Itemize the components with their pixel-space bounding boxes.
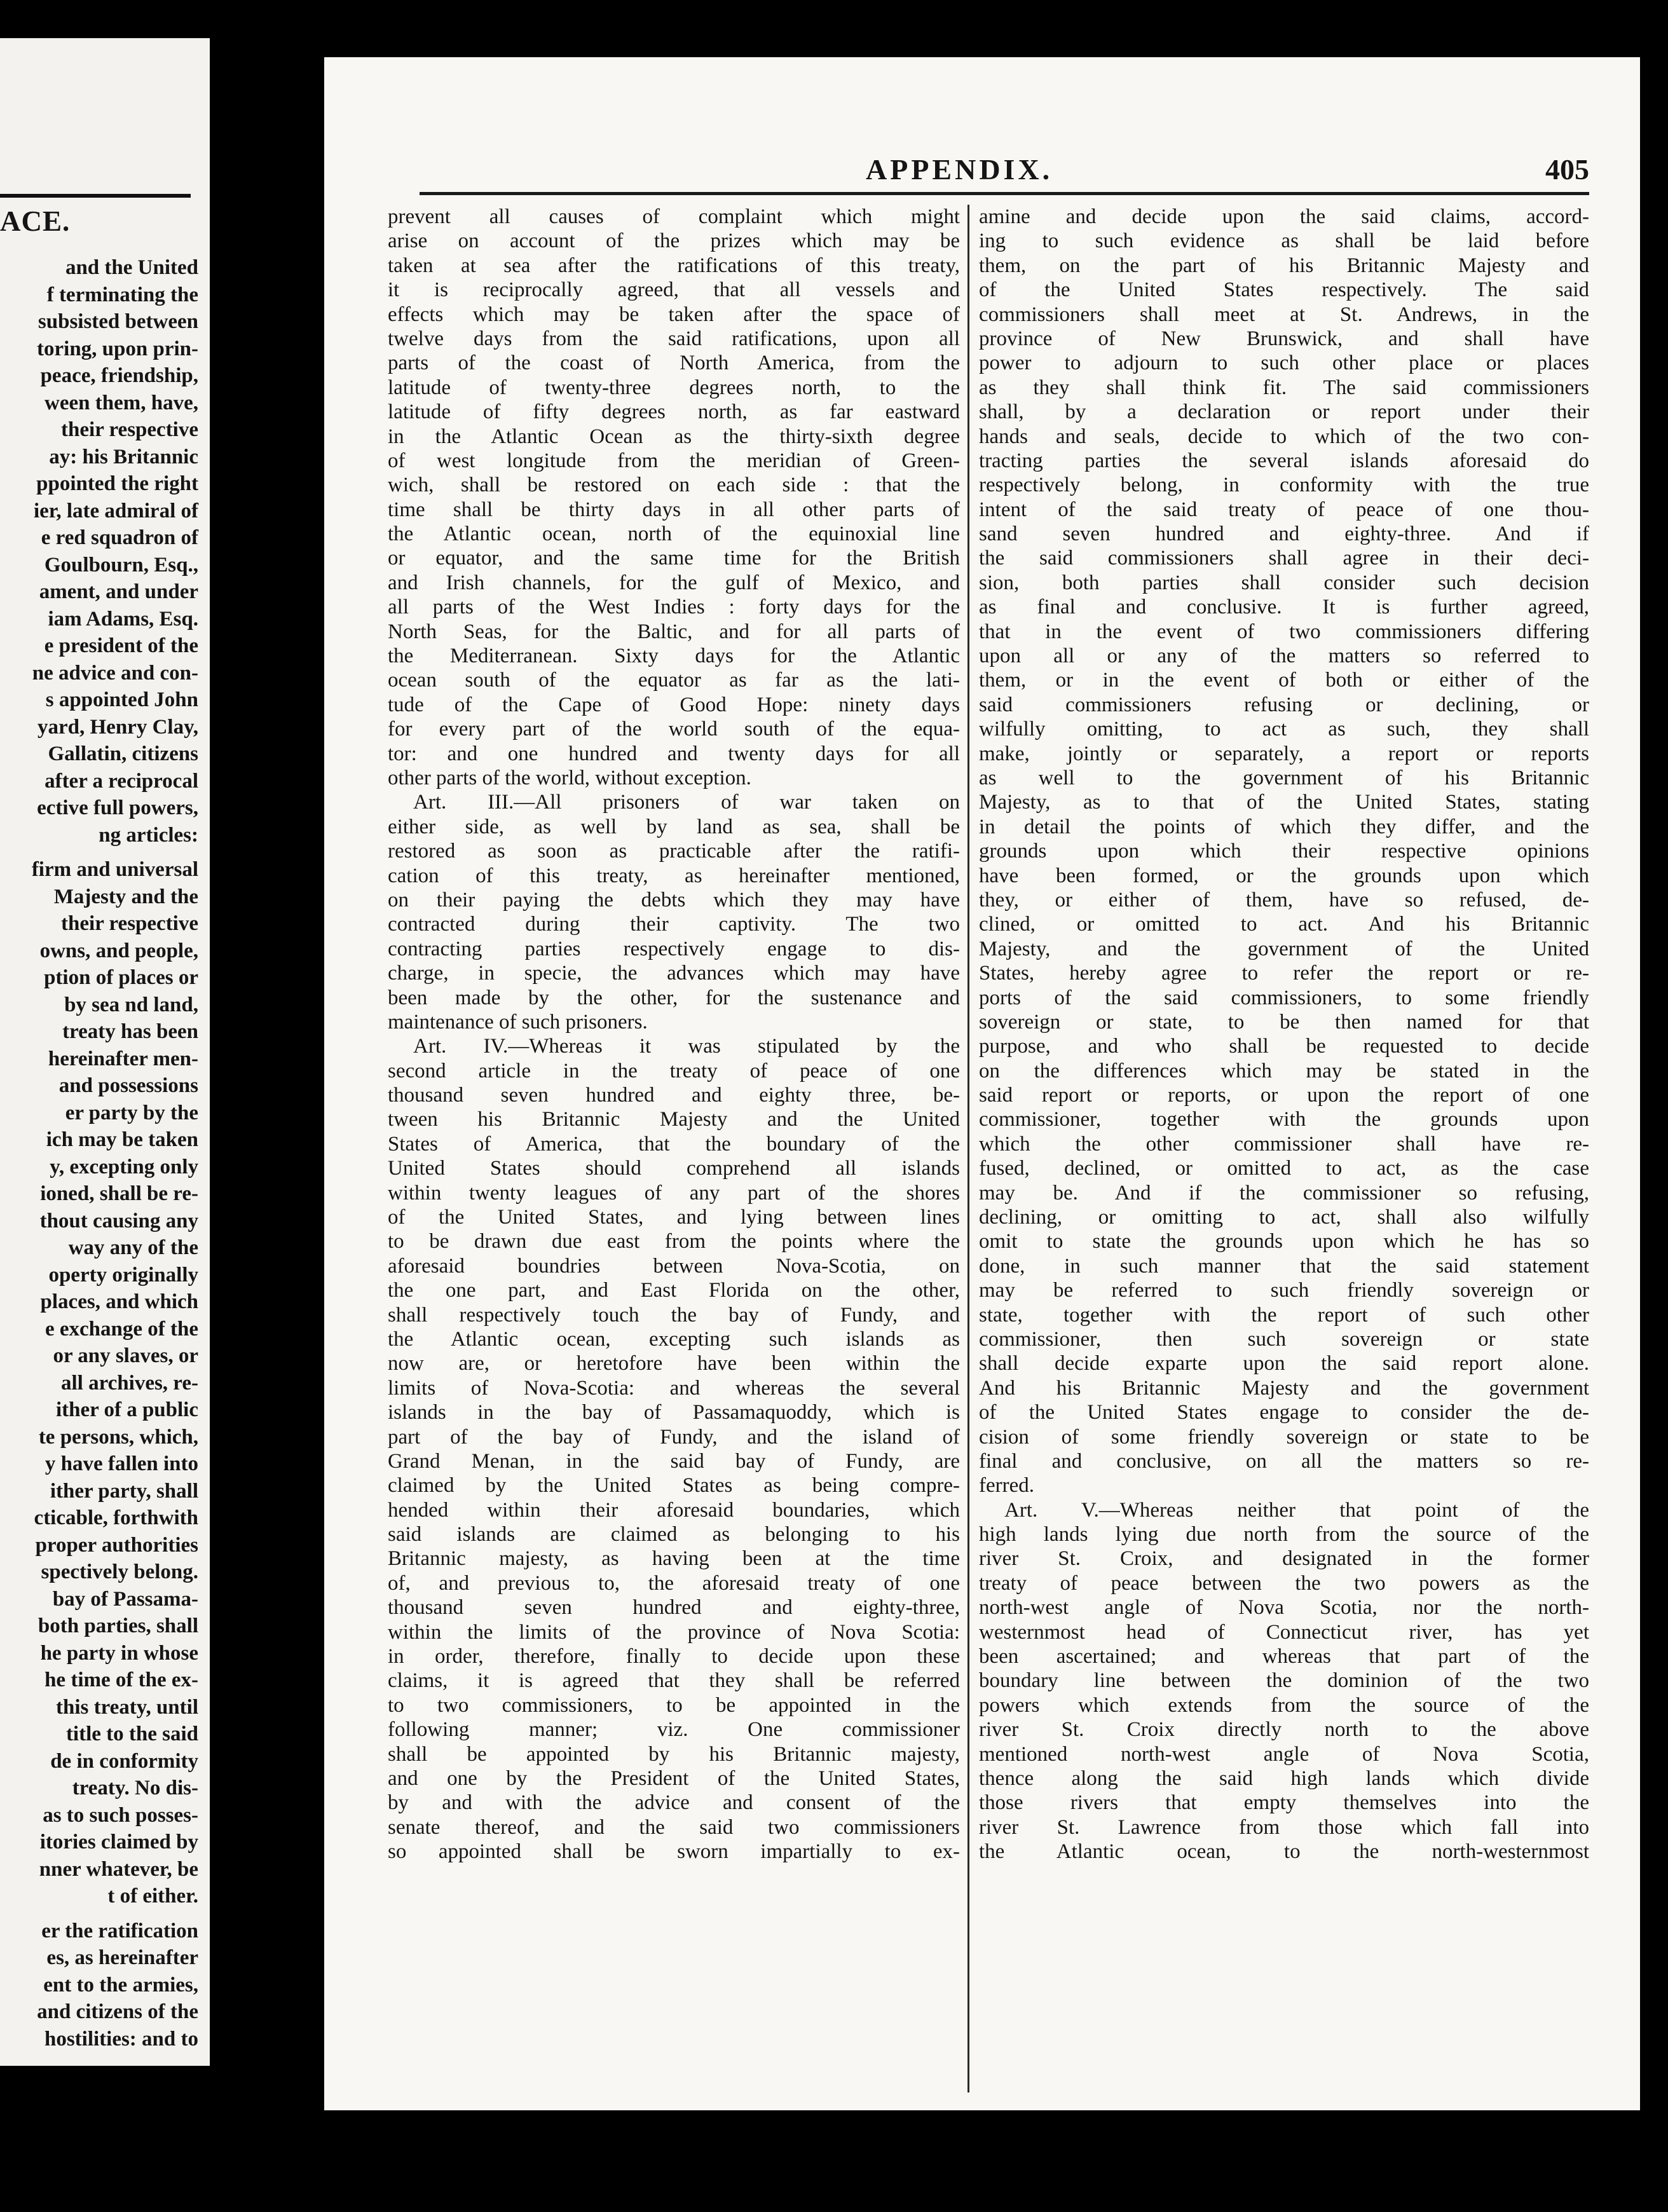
text-line: that in the event of two commissioners differing	[979, 620, 1589, 643]
text-line: and one by the President of the United States,	[388, 1767, 960, 1790]
text-line: north-west angle of Nova Scotia, nor the north-	[979, 1596, 1589, 1620]
text-line: within the limits of the province of Nova Scotia:	[388, 1620, 960, 1644]
facing-page-line: es, as hereinafter	[46, 1946, 198, 1969]
text-line: purpose, and who shall be requested to decide	[979, 1035, 1589, 1058]
text-line: thence along the said high lands which divide	[979, 1767, 1589, 1790]
facing-page-heading: ACE.	[0, 205, 71, 237]
facing-page-line: all archives, re-	[61, 1371, 198, 1395]
text-line: state, together with the report of such other	[979, 1303, 1589, 1327]
text-line: which the other commissioner shall have re-	[979, 1132, 1589, 1156]
text-line: parts of the coast of North America, from the	[388, 352, 960, 375]
text-line: by and with the advice and consent of the	[388, 1791, 960, 1815]
facing-page-line: spectively belong.	[41, 1560, 198, 1583]
text-line: so appointed shall be sworn impartially to ex-	[388, 1840, 960, 1864]
text-line: said islands are claimed as belonging to his	[388, 1523, 960, 1546]
text-line: States, hereby agree to refer the report or re-	[979, 962, 1589, 985]
text-line: claims, it is agreed that they shall be referred	[388, 1669, 960, 1693]
text-line: in order, therefore, finally to decide upon these	[388, 1645, 960, 1669]
text-line: ocean south of the equator as far as the lati-	[388, 669, 960, 692]
text-line: islands in the bay of Passamaquoddy, which is	[388, 1401, 960, 1424]
text-line: in detail the points of which they differ, and the	[979, 815, 1589, 838]
text-line: mentioned north-west angle of Nova Scotia,	[979, 1742, 1589, 1766]
text-line: said commissioners refusing or declining, or	[979, 693, 1589, 716]
text-line: ferred.	[979, 1474, 1035, 1498]
facing-page-line: ption of places or	[44, 966, 198, 989]
text-line: effects which may be taken after the space of	[388, 303, 960, 326]
facing-page-line: title to the said	[65, 1723, 198, 1745]
text-line: treaty of peace between the two powers as the	[979, 1571, 1589, 1595]
text-line: of west longitude from the meridian of Green-	[388, 449, 960, 472]
page-number: 405	[1545, 153, 1589, 186]
text-line: thousand seven hundred and eighty three, be-	[388, 1084, 960, 1107]
text-line: either side, as well by land as sea, shall be	[388, 815, 960, 838]
facing-page-line: ioned, shall be re-	[40, 1182, 198, 1205]
text-line: shall respectively touch the bay of Fundy, and	[388, 1303, 960, 1327]
facing-page-line: operty originally	[48, 1263, 198, 1287]
text-line: sovereign or state, to be then named for that	[979, 1010, 1589, 1034]
text-line: river St. Croix directly north to the above	[979, 1718, 1589, 1742]
text-line: the Mediterranean. Sixty days for the Atlantic	[388, 645, 960, 668]
book-page	[324, 57, 1640, 2110]
text-line: powers which extends from the source of the	[979, 1693, 1589, 1717]
text-line: high lands lying due north from the source of the	[979, 1523, 1589, 1546]
text-line: maintenance of such prisoners.	[388, 1010, 648, 1034]
facing-page-line: y, excepting only	[50, 1155, 198, 1178]
text-line: time shall be thirty days in all other parts of	[388, 498, 960, 521]
facing-page-line: subsisted between	[38, 310, 198, 333]
text-line: may be referred to such friendly sovereign or	[979, 1279, 1589, 1302]
text-line: it is reciprocally agreed, that all vessels and	[388, 278, 960, 302]
text-line: part of the bay of Fundy, and the island of	[388, 1425, 960, 1449]
text-line: or equator, and the same time for the British	[388, 547, 960, 570]
text-line: power to adjourn to such other place or places	[979, 352, 1589, 375]
text-line: river St. Lawrence from those which fall into	[979, 1815, 1589, 1839]
text-line: claimed by the United States as being compre-	[388, 1474, 960, 1498]
text-line: hended within their aforesaid boundaries, which	[388, 1498, 960, 1522]
facing-page-line	[0, 849, 198, 856]
facing-page-line: as to such posses-	[43, 1803, 198, 1827]
text-line: prevent all causes of complaint which might	[388, 205, 960, 228]
facing-page-line: ither party, shall	[50, 1479, 198, 1503]
facing-page-line: after a reciprocal	[44, 769, 198, 793]
facing-page-line: iam Adams, Esq.	[48, 607, 198, 631]
text-line: make, jointly or separately, a report or reports	[979, 742, 1589, 765]
text-column-right	[979, 205, 1589, 1864]
page-title: APPENDIX.	[866, 153, 1053, 186]
text-line: twelve days from the said ratifications, upon all	[388, 327, 960, 350]
facing-page-line: bay of Passama-	[52, 1587, 198, 1611]
text-line: Art. IV.—Whereas it was stipulated by the	[413, 1035, 960, 1058]
facing-page-line: Majesty and the	[53, 885, 198, 908]
facing-page-line: ier, late admiral of	[33, 499, 198, 522]
facing-page-text	[0, 254, 198, 2052]
facing-page-line: s appointed John	[45, 688, 198, 711]
facing-page-line: cticable, forthwith	[34, 1506, 198, 1529]
text-line: wich, shall be restored on each side : that the	[388, 474, 960, 497]
facing-page-line: e red squadron of	[41, 526, 198, 549]
text-line: latitude of twenty-three degrees north, to the	[388, 376, 960, 399]
facing-page-line: te persons, which,	[38, 1425, 198, 1449]
facing-page-line: yard, Henry Clay,	[38, 715, 198, 739]
facing-page-line: treaty. No dis-	[72, 1777, 198, 1799]
text-line: hands and seals, decide to which of the two con-	[979, 425, 1589, 448]
text-line: And his Britannic Majesty and the government	[979, 1376, 1589, 1400]
text-line: the Atlantic ocean, to the north-westernmost	[979, 1840, 1589, 1864]
facing-page-line: ay: his Britannic	[49, 445, 198, 468]
text-line: river St. Croix, and designated in the former	[979, 1547, 1589, 1571]
text-line: Majesty, and the government of the United	[979, 937, 1589, 960]
facing-page-line: er party by the	[65, 1101, 198, 1124]
column-divider	[967, 205, 969, 2093]
facing-page-line: and possessions	[58, 1074, 198, 1097]
facing-page-line: ither of a public	[56, 1398, 198, 1421]
text-line: grounds upon which their respective opinions	[979, 840, 1589, 863]
facing-page-line: thout causing any	[39, 1209, 198, 1232]
text-line: cision of some friendly sovereign or state to be	[979, 1425, 1589, 1449]
facing-page-line: their respective	[61, 418, 198, 441]
facing-page-line: and citizens of the	[37, 2000, 198, 2023]
facing-page-fragment	[0, 38, 210, 2066]
facing-page-line: firm and universal	[31, 858, 198, 881]
text-line: Grand Menan, in the said bay of Fundy, are	[388, 1449, 960, 1473]
running-head	[324, 153, 1640, 191]
facing-page-rule	[0, 194, 191, 198]
facing-page-line: Goulbourn, Esq.,	[44, 553, 198, 577]
text-line: all parts of the West Indies : forty days for the	[388, 596, 960, 619]
text-line: restored as soon as practicable after the ratifi-	[388, 840, 960, 863]
text-line: in the Atlantic Ocean as the thirty-sixth degree	[388, 425, 960, 448]
facing-page-line: nner whatever, be	[39, 1857, 198, 1881]
text-line: ing to such evidence as shall be laid before	[979, 229, 1589, 253]
text-line: on their paying the debts which they may have	[388, 888, 960, 911]
facing-page-line: toring, upon prin-	[37, 337, 198, 360]
facing-page-line: ament, and under	[39, 580, 198, 603]
text-line: charge, in specie, the advances which may have	[388, 962, 960, 985]
text-line: commissioner, then such sovereign or state	[979, 1327, 1589, 1351]
facing-page-line: f terminating the	[46, 283, 198, 306]
text-line: final and conclusive, on all the matters so re-	[979, 1449, 1589, 1473]
facing-page-line: treaty has been	[62, 1020, 198, 1043]
facing-page-line: ective full powers,	[37, 796, 198, 819]
text-line: States of America, that the boundary of the	[388, 1132, 960, 1156]
text-line: amine and decide upon the said claims, accord-	[979, 205, 1589, 228]
text-line: Britannic majesty, as having been at the time	[388, 1547, 960, 1571]
text-line: latitude of fifty degrees north, as far eastward	[388, 400, 960, 424]
facing-page-line: hostilities: and to	[44, 2027, 198, 2051]
text-line: for every part of the world south of the equa-	[388, 718, 960, 741]
text-line: and Irish channels, for the gulf of Mexico, and	[388, 571, 960, 594]
text-line: on the differences which may be stated in the	[979, 1059, 1589, 1082]
text-line: of, and previous to, the aforesaid treaty of one	[388, 1571, 960, 1595]
facing-page-line: ent to the armies,	[43, 1973, 198, 1997]
facing-page-line: or any slaves, or	[53, 1344, 198, 1367]
text-line: following manner; viz. One commissioner	[388, 1718, 960, 1742]
text-line: ports of the said commissioners, to some friendly	[979, 986, 1589, 1009]
text-line: tracting parties the several islands aforesaid do	[979, 449, 1589, 472]
text-line: tude of the Cape of Good Hope: ninety days	[388, 693, 960, 716]
text-line: as final and conclusive. It is further agreed,	[979, 596, 1589, 619]
text-line: the said commissioners shall agree in their deci-	[979, 547, 1589, 570]
text-line: done, in such manner that the said statement	[979, 1254, 1589, 1278]
text-line: contracting parties respectively engage to dis-	[388, 937, 960, 960]
text-line: been ascertained; and whereas that part of the	[979, 1645, 1589, 1669]
text-line: they, or either of them, have so refused, de-	[979, 888, 1589, 911]
text-line: them, or in the event of both or either of the	[979, 669, 1589, 692]
text-line: commissioners shall meet at St. Andrews, in the	[979, 303, 1589, 326]
text-line: boundary line between the dominion of the two	[979, 1669, 1589, 1693]
text-line: omit to state the grounds upon which he has so	[979, 1230, 1589, 1253]
text-line: shall be appointed by his Britannic majesty,	[388, 1742, 960, 1766]
facing-page-line: both parties, shall	[38, 1615, 198, 1637]
facing-page-line: owns, and people,	[39, 939, 198, 962]
text-line: senate thereof, and the said two commissioners	[388, 1815, 960, 1839]
text-line: as they shall think fit. The said commissioners	[979, 376, 1589, 399]
text-line: aforesaid boundries between Nova-Scotia, on	[388, 1254, 960, 1278]
text-line: province of New Brunswick, and shall have	[979, 327, 1589, 350]
facing-page-line: e president of the	[44, 634, 198, 657]
text-line: fused, declined, or omitted to act, as the case	[979, 1157, 1589, 1180]
text-line: contracted during their captivity. The two	[388, 913, 960, 936]
facing-page-line: itories claimed by	[39, 1831, 198, 1854]
facing-page-line: he time of the ex-	[44, 1669, 198, 1691]
text-line: may be. And if the commissioner so refusing,	[979, 1181, 1589, 1205]
text-line: to be drawn due east from the points where the	[388, 1230, 960, 1253]
text-line: shall decide exparte upon the said report alone.	[979, 1352, 1589, 1376]
text-line: those rivers that empty themselves into the	[979, 1791, 1589, 1815]
facing-page-line	[0, 1910, 198, 1918]
text-line: the one part, and East Florida on the other,	[388, 1279, 960, 1302]
text-line: now are, or heretofore have been within the	[388, 1352, 960, 1376]
text-line: the Atlantic ocean, north of the equinoxial line	[388, 522, 960, 546]
text-line: sion, both parties shall consider such decision	[979, 571, 1589, 594]
text-line: thousand seven hundred and eighty-three,	[388, 1596, 960, 1620]
text-line: of the United States, and lying between lines	[388, 1206, 960, 1229]
text-line: upon all or any of the matters so referred to	[979, 645, 1589, 668]
facing-page-line: ween them, have,	[44, 391, 198, 414]
facing-page-line: this treaty, until	[56, 1695, 198, 1719]
text-line: other parts of the world, without exception.	[388, 766, 751, 789]
facing-page-line: places, and which	[40, 1290, 198, 1313]
text-line: tween his Britannic Majesty and the United	[388, 1108, 960, 1131]
header-rule	[420, 192, 1589, 195]
facing-page-line: he party in whose	[40, 1641, 198, 1665]
text-line: United States should comprehend all islands	[388, 1157, 960, 1180]
text-line: have been formed, or the grounds upon which	[979, 864, 1589, 887]
text-line: to two commissioners, to be appointed in the	[388, 1693, 960, 1717]
facing-page-line: peace, friendship,	[40, 364, 198, 387]
text-line: sand seven hundred and eighty-three. And if	[979, 522, 1589, 546]
text-line: limits of Nova-Scotia: and whereas the several	[388, 1376, 960, 1400]
facing-page-line: by sea nd land,	[64, 993, 198, 1016]
facing-page-line: de in conformity	[50, 1749, 198, 1773]
text-line: arise on account of the prizes which may be	[388, 229, 960, 253]
facing-page-line: ppointed the right	[36, 472, 198, 495]
facing-page-line: proper authorities	[35, 1533, 198, 1557]
facing-page-line: ich may be taken	[46, 1128, 198, 1151]
text-line: respectively belong, in conformity with the true	[979, 474, 1589, 497]
text-line: the Atlantic ocean, excepting such islands as	[388, 1327, 960, 1351]
facing-page-line: Gallatin, citizens	[48, 742, 198, 765]
text-line: commissioner, together with the grounds upon	[979, 1108, 1589, 1131]
text-line: of the United States respectively. The said	[979, 278, 1589, 302]
text-line: said report or reports, or upon the report of one	[979, 1084, 1589, 1107]
text-line: cation of this treaty, as hereinafter mentioned,	[388, 864, 960, 887]
text-line: as well to the government of his Britannic	[979, 766, 1589, 789]
facing-page-line: and the United	[65, 256, 198, 279]
facing-page-line: ng articles:	[99, 823, 198, 847]
facing-page-line: their respective	[61, 912, 198, 935]
text-line: Majesty, as to that of the United States, stating	[979, 791, 1589, 814]
facing-page-line: ne advice and con-	[32, 661, 198, 685]
text-line: intent of the said treaty of peace of one thou-	[979, 498, 1589, 521]
facing-page-line: er the ratification	[41, 1919, 198, 1942]
text-line: westernmost head of Connecticut river, has yet	[979, 1620, 1589, 1644]
facing-page-line: y have fallen into	[44, 1452, 198, 1475]
text-line: Art. V.—Whereas neither that point of the	[1004, 1498, 1589, 1522]
text-line: clined, or omitted to act. And his Britannic	[979, 913, 1589, 936]
facing-page-line: t of either.	[107, 1885, 198, 1908]
text-line: second article in the treaty of peace of one	[388, 1059, 960, 1082]
text-line: been made by the other, for the sustenance and	[388, 986, 960, 1009]
text-line: declining, or omitting to act, shall also wilfully	[979, 1206, 1589, 1229]
text-line: shall, by a declaration or report under their	[979, 400, 1589, 424]
text-column-left	[388, 205, 960, 1864]
facing-page-line: way any of the	[68, 1236, 198, 1259]
facing-page-line: e exchange of the	[44, 1317, 198, 1341]
facing-page-line: hereinafter men-	[48, 1047, 198, 1070]
text-line: North Seas, for the Baltic, and for all parts of	[388, 620, 960, 643]
text-line: within twenty leagues of any part of the shores	[388, 1181, 960, 1205]
text-line: of the United States engage to consider the de-	[979, 1401, 1589, 1424]
text-line: Art. III.—All prisoners of war taken on	[413, 791, 960, 814]
text-line: tor: and one hundred and twenty days for all	[388, 742, 960, 765]
text-line: them, on the part of his Britannic Majesty and	[979, 254, 1589, 277]
text-line: taken at sea after the ratifications of this treaty,	[388, 254, 960, 277]
text-line: wilfully omitting, to act as such, they shall	[979, 718, 1589, 741]
